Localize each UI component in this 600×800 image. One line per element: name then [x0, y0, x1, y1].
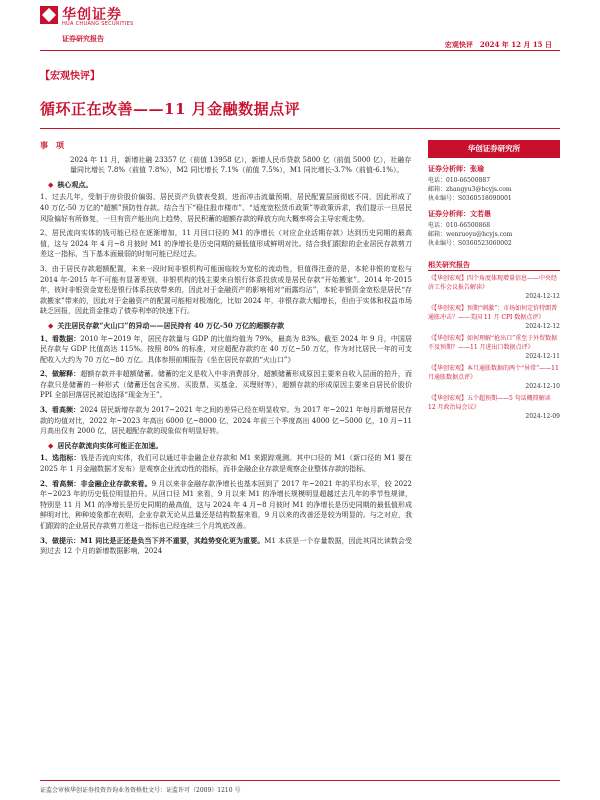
- related-research-heading: 相关研究报告: [428, 260, 560, 271]
- related-report-date: 2024-12-12: [525, 293, 560, 300]
- diamond-icon: ◆: [48, 320, 54, 330]
- related-report-link[interactable]: 《【华创宏观】五个超预期——5 句话概简解读 12 月政治局会议》: [428, 395, 551, 411]
- diamond-icon: ◆: [48, 179, 54, 189]
- institute-banner: 华创证券研究所: [428, 140, 560, 158]
- paragraph-1: 1、过去几年，受制于房价股价偏弱、居民资产负债表受损，进而冲击流量预期，居民配置层面彻底不同，因此形成了 40 万亿-50 万亿的“超额”预防性存款。结合当下“稳住股市楼市”、“适度宽松货币政策”等政策诉求，我们提示一旦居民风险偏好有所修复，一旦有资产能出向上趋势，居民积蓄的超额存款的释放方向大概率将会主导宏观走势。: [40, 193, 412, 223]
- related-report-link[interactable]: 《【华创宏观】四个角度体现增量信息——中央经济工作会议报告解读》: [428, 275, 558, 291]
- related-report-date: 2024-12-12: [525, 323, 560, 330]
- report-type: 证券研究报告: [62, 34, 104, 43]
- diamond-icon: ◆: [48, 440, 54, 450]
- paragraph-9: 3、做提示：M1 同比是正还是负当下并不重要，其趋势变化更为重要。M1 本质是一个存量数据，因此其同比读数会受到过去 12 个月的新增数据影响，2024: [40, 535, 412, 556]
- intro-paragraph: 2024 年 11 月，新增社融 23357 亿（前值 13958 亿），新增人民币贷款 5800 亿（前值 5000 亿），社融存量同比增长 7.8%（前值 7.8%），M2 同比增长 7.1%（前值 7.5%），M1 同比增长-3.7%（前值-6.1%）。: [70, 155, 412, 175]
- related-report-link[interactable]: 《【华创宏观】预期“刺激”：市场如何定价特朗普通胀冲击？——美国 11 月 CPI 数据点评》: [428, 305, 558, 321]
- logo-mark-icon: [40, 6, 58, 24]
- paragraph-2: 2、居民流向实体的钱可能已经在逐渐增加，11 月回口径的 M1 的净增长（对应企业活期存款）达到历史同期的最高值，这与 2024 年 4 月~8 月披时 M1 的净增长是历史同期的最低值形成鲜明对比。结合我们跟踪的企业居民存款剪刀差这一指标，当下基本面最弱的时刻可能已经过去。: [40, 229, 412, 259]
- related-report-link[interactable]: 《【华创宏观】本月通胀数据的两个“异常”——11 月通胀数据点评》: [428, 365, 559, 381]
- report-tag: 【宏观快评】: [40, 71, 100, 82]
- analyst-email[interactable]: 邮箱：wenruoyu@hcyjs.com: [428, 231, 513, 238]
- core-heading: ◆ 核心观点。: [48, 179, 93, 189]
- header-divider: [40, 50, 560, 51]
- paragraph-7: 1、选指标：钱是否流向实体，我们可以通过非金融企业存款和 M1 来跟踪观测。其中口径的 M1（新口径的 M1 要在 2025 年 1 月金融数据才发布）是观察企业流动性的指标，而非金融企业存款是观察企业整体存款的指标。: [40, 453, 412, 474]
- logo-en: HUA CHUANG SECURITIES: [62, 21, 134, 27]
- related-report-date: 2024-12-11: [525, 353, 560, 360]
- paragraph-5: 2、做解释：超额存款并非超额储蓄。储蓄的定义是收入中非消费部分，超额储蓄形成原因主要来自收入层面的拍升，而存款只是储蓄的一种形式（储蓄还包含买房、买股票、买基金、买理财等），超额存款的形成原因主要来自居民价股价 PPI 全部回落居民被迫选择“现金为王”。: [40, 369, 412, 400]
- section-heading: 事 项: [40, 140, 64, 150]
- analyst-name: 证券分析师：张瑜: [428, 164, 484, 173]
- paragraph-8: 2、看高频：非金融企业存款来看。9 月以来非金融存款净增长也基本回到了 2017 年~2021 年的平均水平，较 2022 年~2023 年的历史低位明显拍升。从回口径 M1 来看，9 月以来 M1 的净增长规模明显超越过去几年的季节性规律，特别是 11 月 M1 的净增长是历史同期的最高值，这与 2024 年 4 月~8 月彼时 M1 的净增长是历史同期的最低值形成鲜明对比，种种迹象都在表明，企业存款无论从总量还是结构数据来看，9 月以来的改善还是较为明显的。与之对应，我们跟踪的企业居民存款剪刀差这一指标也已经连续三个月筑底改善。: [40, 478, 412, 530]
- related-report-date: 2024-12-10: [525, 383, 560, 390]
- related-report-date: 2024-12-09: [525, 413, 560, 420]
- subheading-1: ◆ 关注居民存款“火山口”的异动——居民持有 40 万亿-50 万亿的超额存款: [48, 320, 285, 330]
- paragraph-3: 3、由于居民存款超额配置，未来一段时间非银机构可能面临较为宽松的流动性，但值得注意的是，本轮非银的宽松与 2014 年-2015 年不可能有显著差别，非银机构的钱主要来自银行体系投放或是居民存款“开始搬家”。2014 年-2015 年，彼时非银资金宽松是银行体系扶放带来的，因此对于金融资产的影响相对“雨露均沾”，本轮非银资金宽松是居民“存款搬家”带来的，因此对于金融资产的配置可能相对极端化，比如 2024 年，非银存款大幅增长，但由于实体和权益市场缺乏回报，因此资金推动了债券利率的快速下行。: [40, 264, 412, 316]
- logo-cn: 华创证券: [62, 7, 122, 23]
- footer-divider: [40, 780, 560, 781]
- analyst-name: 证券分析师：文若愚: [428, 209, 491, 218]
- analyst-license: 执业编号：S0360523060002: [428, 240, 512, 247]
- analyst-phone: 电话：010-66500868: [428, 222, 491, 229]
- title-divider: [40, 128, 560, 129]
- analyst-license: 执业编号：S0360518090001: [428, 195, 512, 202]
- paragraph-6: 3、看高频：2024 居民新增存款为 2017~2021 年之间的差异已经在明显收窄。为 2017 年~2021 年每月新增居民存款的均值对比，2022 年~2023 年高出 6000 亿~8000 亿，2024 年前三个季度高出 4000 亿~5000 亿，10 月~11 月高出仅有 2000 亿，居民超配存款的现象似有明显好转。: [40, 405, 412, 436]
- paragraph-4: 1、看数据：2010 年~2019 年，居民存款量与 GDP 的比值均值为 79%，最高为 83%。截至 2024 年 9 月，中国居民存款与 GDP 比值高达 115%。按照 80% 的标准，对应超配存款约在 40 万亿~50 万亿，作为对比居民一年的可支配收入大约为 70 万亿~80 万亿。具体参照前期报告《坐在居民存款的“火山口”》: [40, 333, 412, 364]
- analyst-email[interactable]: 邮箱：zhangyu3@hcyjs.com: [428, 186, 512, 193]
- analyst-phone: 电话：010-66500887: [428, 177, 491, 184]
- report-date: 宏观快评 2024 年 12 月 15 日: [444, 40, 552, 49]
- main-content: [40, 140, 412, 561]
- footer-text: 证监会审核华创证券投资咨询业务资格批文号：证监许可（2009）1210 号: [40, 787, 241, 794]
- page-title: 循环正在改善——11 月金融数据点评: [40, 100, 301, 118]
- sidebar: [428, 140, 560, 421]
- related-report-link[interactable]: 《【华创宏观】如何理解“抢出口”重至于外贸数据不及预期？——11 月进出口数据点评》: [428, 335, 558, 351]
- subheading-2: ◆ 居民存款流向实体可能正在加速。: [48, 440, 163, 450]
